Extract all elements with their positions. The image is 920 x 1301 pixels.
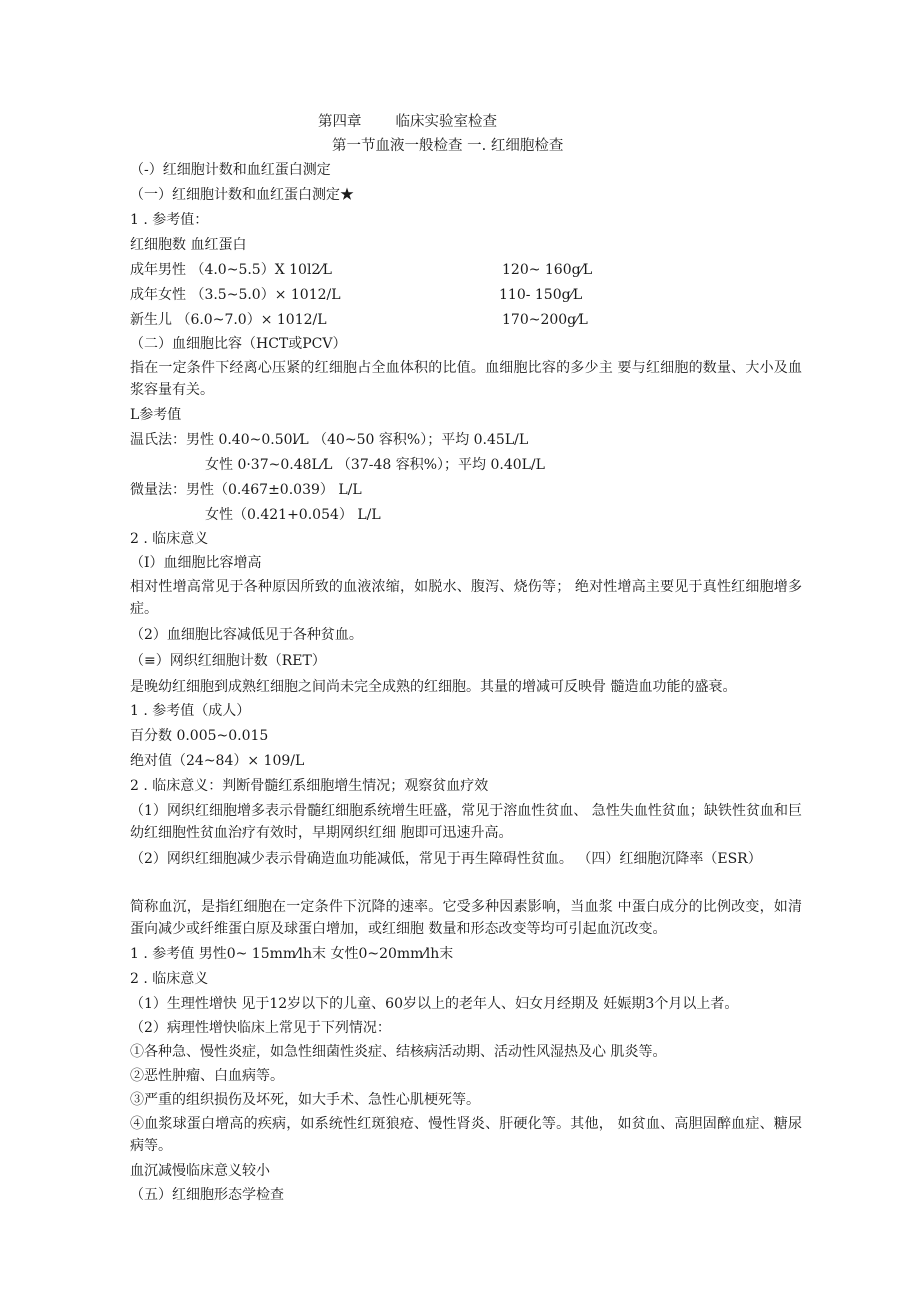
- hct-increase-heading: （I）血细胞比容增高: [130, 555, 262, 571]
- esr-reference: 1 . 参考值 男性0~ 15mm⁄lh末 女性0~20mm⁄lh末: [130, 946, 454, 962]
- female-hb: 110- 150g⁄L: [499, 287, 583, 303]
- chapter-name: 临床实验室检查: [395, 114, 497, 130]
- ret-increase-paragraph: （1）网织红细胞增多表示骨髓红细胞系统增生旺盛，常见于溶血性贫血、 急性失血性贫血；缺铁性贫血和巨幼红细胞性贫血治疗有效时，早期网织红细 胞即可迅速升高。: [130, 803, 802, 841]
- esr-clinical-heading: 2 . 临床意义: [130, 971, 209, 987]
- esr-item-2: ②恶性肿瘤、白血病等。: [130, 1068, 284, 1084]
- paragraph-esr: 简称血沉，是指红细胞在一定条件下沉降的速率。它受多种因素影响，当血浆 中蛋白成分的比例改变，如清蛋向减少或纤维蛋白原及球蛋白增加，或红细胞 数量和形态改变等均可引起血沉改变。: [130, 899, 802, 937]
- heading-ret: （≡）网织红细胞计数（RET）: [130, 653, 326, 669]
- hct-decrease: （2）血细胞比容减低见于各种贫血。: [130, 627, 363, 643]
- heading-hct: （二）血细胞比容（HCT或PCV）: [130, 336, 347, 352]
- reference-row-newborn: [130, 309, 588, 331]
- section-heading: 第一节血液一般检查 一. 红细胞检查: [332, 138, 564, 154]
- female-rbc: 成年女性 （3.5~5.0）× 1012/L: [130, 287, 341, 303]
- reference-row-female: [130, 284, 583, 306]
- ret-decrease-paragraph: （2）网织红细胞减少表示骨确造血功能减低，常见于再生障碍性贫血。 （四）红细胞沉降率（ESR）: [130, 851, 762, 867]
- esr-slow: 血沉减慢临床意义较小: [130, 1163, 270, 1179]
- wintrobe-female: 女性 0·37~0.48L⁄L （37-48 容积%）；平均 0.40L/L: [205, 457, 545, 473]
- chapter-heading: [318, 111, 497, 133]
- wintrobe-male: 温氏法：男性 0.40~0.50l⁄L （40~50 容积%）；平均 0.45L/L: [130, 432, 529, 448]
- paragraph-hct: 指在一定条件下经离心压紧的红细胞占全血体积的比值。血细胞比容的多少主 要与红细胞的数量、大小及血浆容量有关。: [130, 360, 802, 398]
- esr-item-1: ①各种急、慢性炎症，如急性细菌性炎症、结核病活动期、活动性风湿热及心 肌炎等。: [130, 1044, 667, 1060]
- reference-label: 1 . 参考值：: [130, 212, 209, 228]
- paragraph-ret: 是晚幼红细胞到成熟红细胞之间尚未完全成熟的红细胞。其量的增减可反映骨 髓造血功能的盛衰。: [130, 679, 737, 695]
- clinical-significance-heading: 2 . 临床意义: [130, 531, 209, 547]
- reference-row-male: [130, 259, 593, 281]
- newborn-rbc: 新生儿 （6.0~7.0）× 1012/L: [130, 312, 327, 328]
- reference-header: 红细胞数 血红蛋白: [130, 237, 247, 253]
- hct-reference-label: L参考值: [130, 407, 182, 423]
- hct-increase-paragraph: 相对性增高常见于各种原因所致的血液浓缩，如脱水、腹泻、烧伤等； 绝对性增高主要见于真性红细胞增多症。: [130, 579, 802, 617]
- esr-physiological: （1）生理性增快 见于12岁以下的儿童、60岁以上的老年人、妇女月经期及 妊娠期3个月以上者。: [130, 996, 739, 1012]
- ret-reference-label: 1 . 参考值（成人）: [130, 703, 251, 719]
- esr-item-4: ④血浆球蛋白增高的疾病，如系统性红斑狼疮、慢性肾炎、肝硬化等。其他， 如贫血、高胆固醉血症、糖尿病等。: [130, 1116, 802, 1154]
- esr-pathological: （2）病理性增快临床上常见于下列情况：: [130, 1020, 391, 1036]
- ret-clinical: 2 . 临床意义：判断骨髓红系细胞增生情况；观察贫血疗效: [130, 778, 489, 794]
- male-hb: 120~ 160g⁄L: [502, 262, 593, 278]
- chapter-number: 第四章: [318, 114, 362, 130]
- heading-rbc-count: （-）红细胞计数和血红蛋白测定: [130, 162, 331, 178]
- ret-percentage: 百分数 0.005~0.015: [130, 728, 269, 744]
- esr-item-3: ③严重的组织损伤及坏死，如大手术、急性心肌梗死等。: [130, 1092, 480, 1108]
- newborn-hb: 170~200g⁄L: [502, 312, 588, 328]
- heading-rbc-count-star: （一）红细胞计数和血红蛋白测定★: [130, 187, 354, 203]
- male-rbc: 成年男性 （4.0~5.5）X 10l2⁄L: [130, 262, 332, 278]
- micro-male: 微量法：男性（0.467±0.039） L/L: [130, 482, 362, 498]
- micro-female: 女性（0.421+0.054） L/L: [205, 507, 381, 523]
- heading-morphology: （五）红细胞形态学检查: [130, 1187, 284, 1203]
- ret-absolute: 绝对值（24~84）× 109/L: [130, 753, 305, 769]
